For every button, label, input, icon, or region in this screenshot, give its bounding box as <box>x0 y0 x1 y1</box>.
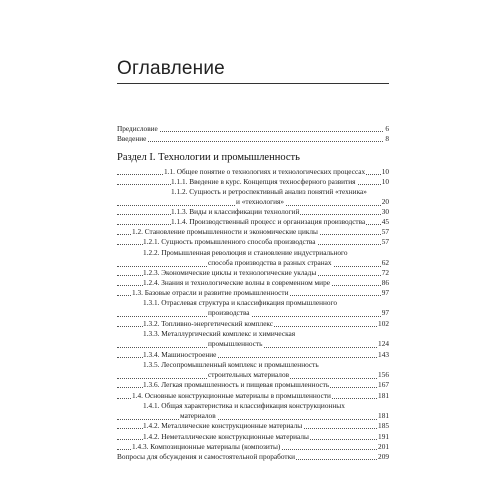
toc-entry-title: 1.2. Становление промышленности и экономические циклы <box>132 227 318 236</box>
toc-entry <box>117 167 389 177</box>
toc-entry-title: Предисловие <box>117 124 158 133</box>
toc-page-number: 72 <box>381 268 389 277</box>
toc-entry-title: 1.3. Базовые отрасли и развитие промышленности <box>132 288 289 297</box>
toc-page-number: 57 <box>381 237 389 246</box>
toc-page-number: 86 <box>381 278 389 287</box>
toc-entry-title: Вопросы для обсуждения и самостоятельной проработки <box>117 452 296 461</box>
toc-front-entry <box>117 124 389 134</box>
toc-page-number: 102 <box>378 319 389 328</box>
toc-entry <box>117 248 389 269</box>
toc-page-number: 185 <box>378 421 389 430</box>
toc-page-number: 156 <box>378 370 389 380</box>
toc-entry-title: промышленность <box>208 339 263 349</box>
toc-page-number: 181 <box>378 391 389 400</box>
toc-entry-title: 1.3.2. Топливно-энергетический комплекс <box>143 319 274 328</box>
toc-entry-title: 1.3.5. Лесопромышленный комплекс и промышленность <box>143 360 319 369</box>
heading-rule <box>117 83 389 84</box>
toc-front-entry <box>117 134 389 144</box>
toc-entry-title: и «технология» <box>236 197 285 207</box>
toc-entry <box>117 288 389 298</box>
toc-page-number: 62 <box>381 258 389 268</box>
toc-page-number: 167 <box>378 380 389 389</box>
toc-entry <box>117 268 389 278</box>
toc-entry-title: 1.2.3. Экономические циклы и технологические уклады <box>143 268 317 277</box>
toc-entry <box>117 207 389 217</box>
toc-entry <box>117 217 389 227</box>
leader-dots <box>117 419 389 420</box>
toc-entry-title: 1.3.6. Легкая промышленность и пищевая промышленность <box>143 380 330 389</box>
toc-entry <box>117 391 389 401</box>
toc-page-number: 45 <box>381 217 389 226</box>
toc-entry-title: 1.1.4. Производственный процесс и организация производства <box>171 217 366 226</box>
toc-entry <box>117 227 389 237</box>
toc-entry-title: строительных материалов <box>208 370 290 380</box>
toc-entry-title: 1.1.1. Введение в курс. Концепция техносферного развития <box>171 177 356 186</box>
toc-entry-title: материалов <box>180 411 216 421</box>
toc-entry <box>117 187 389 208</box>
toc-page-number: 20 <box>381 197 389 207</box>
leader-dots <box>117 141 389 142</box>
toc-page-number: 97 <box>381 288 389 297</box>
toc-page-number: 97 <box>381 308 389 318</box>
toc-page-number: 191 <box>378 432 389 441</box>
toc-entry <box>117 298 389 319</box>
toc-entry <box>117 432 389 442</box>
toc-page-number: 10 <box>381 167 389 176</box>
toc-entry <box>117 442 389 452</box>
toc-entry <box>117 329 389 350</box>
toc-entry <box>117 350 389 360</box>
toc-entry-title: 1.3.1. Отраслевая структура и классификация промышленного <box>143 298 338 307</box>
toc-entry-title: способа производства в разных странах <box>208 258 332 268</box>
toc-entry-title: 1.4.3. Композиционные материалы (композиты) <box>132 442 281 451</box>
toc-entry-title: 1.3.4. Машиностроение <box>143 350 217 359</box>
toc-entry <box>117 401 389 422</box>
toc-page-number: 8 <box>385 134 389 143</box>
toc-entry-title: 1.2.2. Промышленная революция и становление индустриального <box>143 248 348 257</box>
toc-page-number: 201 <box>378 442 389 451</box>
section-title: Раздел I. Технологии и промышленность <box>117 152 300 163</box>
toc-entry <box>117 237 389 247</box>
toc-page-number: 6 <box>385 124 389 133</box>
toc-entry <box>117 360 389 381</box>
toc-entry-title: 1.1.2. Сущность и ретроспективный анализ понятий «техника» <box>171 187 367 196</box>
toc-entry-title: 1.4.1. Общая характеристика и классификация конструкционных <box>143 401 345 410</box>
toc-page-number: 181 <box>378 411 389 421</box>
toc-page-number: 124 <box>378 339 389 349</box>
toc-page-number: 57 <box>381 227 389 236</box>
toc-entry-title: 1.4.2. Неметаллические конструкционные материалы <box>143 432 309 441</box>
toc-entry-title: 1.4.2. Металлические конструкционные материалы <box>143 421 303 430</box>
toc-entry <box>117 421 389 431</box>
toc-entry-title: Введение <box>117 134 147 143</box>
toc-entry-title: 1.1.3. Виды и классификации технологий <box>171 207 300 216</box>
leader-dots <box>117 316 389 317</box>
toc-entry <box>117 319 389 329</box>
toc-entry-title: 1.2.4. Знания и технологические волны в современном мире <box>143 278 330 287</box>
toc-entry <box>117 380 389 390</box>
toc-page-number: 10 <box>381 177 389 186</box>
toc-entry-title: 1.4. Основные конструкционные материалы в промышленности <box>132 391 331 400</box>
toc-entry <box>117 177 389 187</box>
toc-entry-title: 1.2.1. Сущность промышленного способа производства <box>143 237 316 246</box>
toc-entry-title: 1.3.3. Металлургический комплекс и химическая <box>143 329 296 338</box>
toc-page-number: 209 <box>378 452 389 461</box>
toc-page-number: 30 <box>381 207 389 216</box>
page-heading: Оглавление <box>117 58 225 79</box>
toc-entry-title: производства <box>208 308 250 318</box>
toc-entry-title: 1.1. Общее понятие о технологиях и технологических процессах <box>164 167 366 176</box>
toc-page-number: 143 <box>378 350 389 359</box>
toc-entry <box>117 278 389 288</box>
toc-entry <box>117 452 389 462</box>
